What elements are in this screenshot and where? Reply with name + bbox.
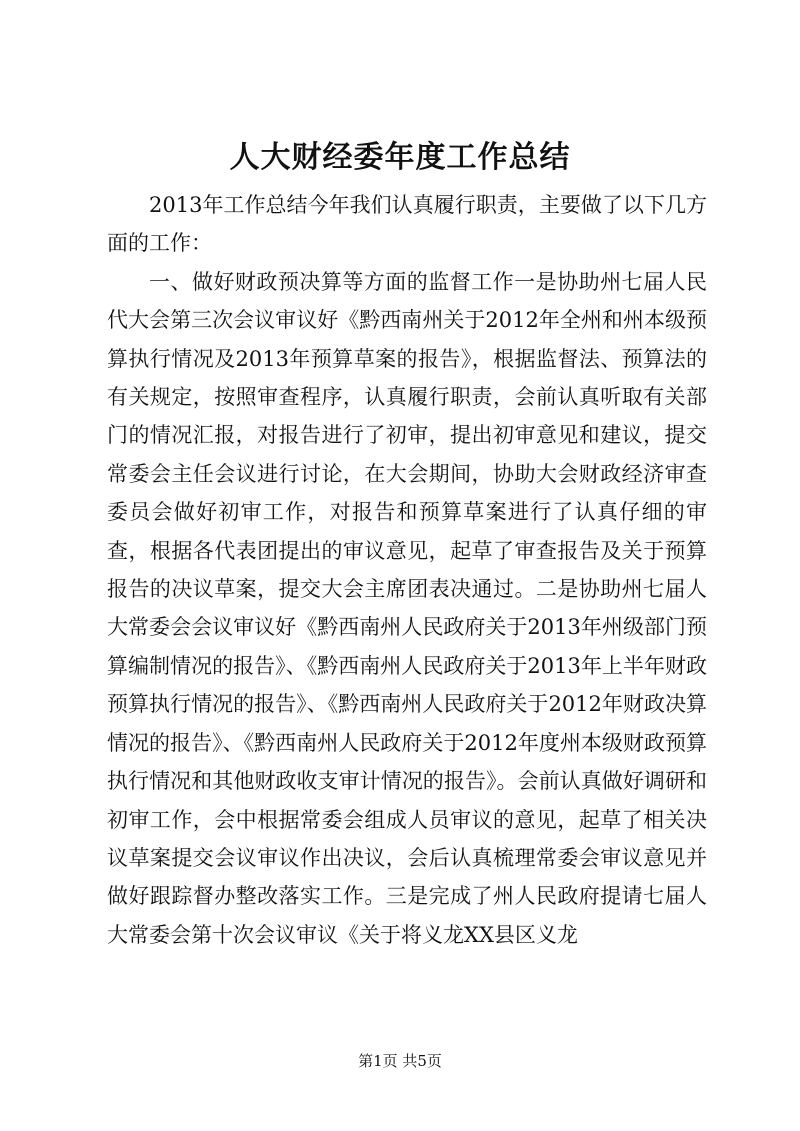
- paragraph-intro: 2013年工作总结今年我们认真履行职责，主要做了以下几方面的工作：: [107, 193, 707, 256]
- paragraph-section-one: 一、做好财政预决算等方面的监督工作一是协助州七届人民代大会第三次会议审议好《黔西南州关于2012年全州和州本级预算执行情况及2013年预算草案的报告》，根据监督法、预算法的有关规定，按照审查程序，认真履行职责，会前认真听取有关部门的情况汇报，对报告进行了初审，提出初审意见和建议，提交常委会主任会议进行讨论，在大会期间，协助大会财政经济审查委员会做好初审工作，对报告和预算草案进行了认真仔细的审查，根据各代表团提出的审议意见，起草了审查报告及关于预算报告的决议草案，提交大会主席团表决通过。二是协助州七届人大常委会会议审议好《黔西南州人民政府关于2013年州级部门预算编制情况的报告》、《黔西南州人民政府关于2013年上半年财政预算执行情况的报告》、《黔西南州人民政府关于2012年财政决算情况的报告》、《黔西南州人民政府关于2012年度州本级财政预算执行情况和其他财政收支审计情况的报告》。会前认真做好调研和初审工作，会中根据常委会组成人员审议的意见，起草了相关决议草案提交会议审议作出决议，会后认真梳理常委会审议意见并做好跟踪督办整改落实工作。三是完成了州人民政府提请七届人大常委会第十次会议审议《关于将义龙XX县区义龙: [107, 269, 707, 947]
- document-title: 人大财经委年度工作总结: [229, 140, 571, 175]
- page-footer: 第1页 共5页: [358, 1052, 442, 1070]
- document-body: [107, 186, 707, 954]
